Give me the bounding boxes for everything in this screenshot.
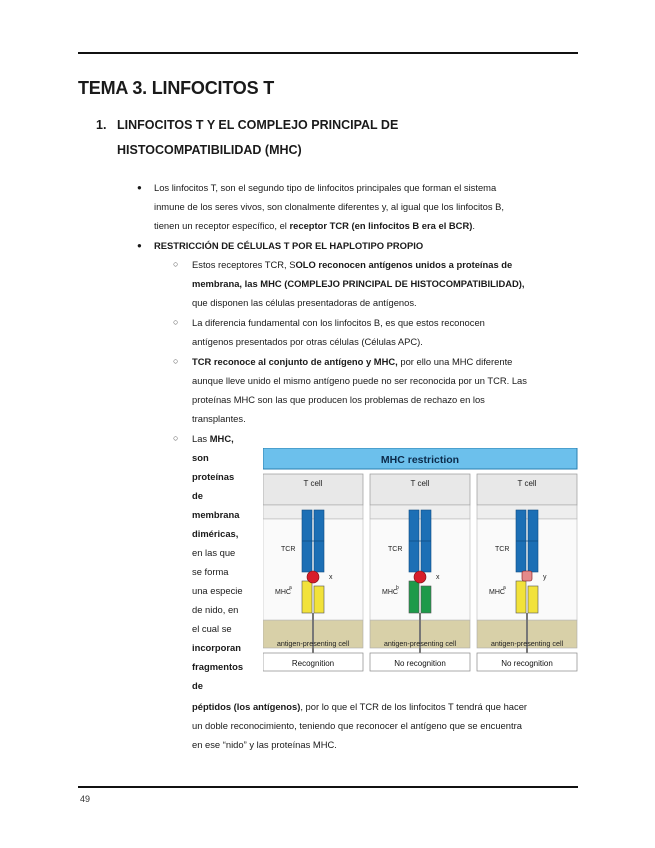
sub-1-line-1: Estos receptores TCR, SOLO reconocen antígenos unidos a proteínas de xyxy=(192,259,513,270)
mhc-alpha-chain xyxy=(409,581,419,613)
apc-label: antigen-presenting cell xyxy=(383,639,457,648)
sub-3-line-4: transplantes. xyxy=(192,413,246,424)
sub-bullet-icon: ○ xyxy=(173,317,179,327)
t-cell-membrane xyxy=(263,505,363,519)
mhc-label: MHC xyxy=(382,589,398,596)
bullet-1-line-3: tienen un receptor específico, el receptor TCR (en linfocitos B era el BCR). xyxy=(154,220,475,231)
sub-4-col-line: se forma xyxy=(192,566,229,577)
bullet-1-line-2: inmune de los seres vivos, son clonalmente diferentes y, al igual que los linfocitos B, xyxy=(154,201,505,212)
result-label: No recognition xyxy=(501,659,553,668)
tcr-label: TCR xyxy=(388,546,403,553)
mhc-label: MHC xyxy=(275,589,291,596)
section-heading xyxy=(96,113,476,163)
antigen-label: x xyxy=(329,574,333,581)
result-label: No recognition xyxy=(394,659,446,668)
tcr-label: TCR xyxy=(495,546,510,553)
sub-4-col-line: de xyxy=(192,680,203,691)
bottom-rule xyxy=(78,786,578,788)
sub-4-col-line: de nido, en xyxy=(192,604,239,615)
figure-title: MHC restriction xyxy=(380,454,460,466)
mhc-superscript: a xyxy=(289,585,292,591)
mhc-alpha-chain xyxy=(516,581,526,613)
page-number: 49 xyxy=(80,794,91,804)
top-rule xyxy=(78,52,578,54)
page-title: TEMA 3. LINFOCITOS T xyxy=(78,78,275,98)
sub-4-col-line: el cual se xyxy=(192,623,232,634)
mhc-beta-chain xyxy=(314,586,324,613)
sub-1-line-3: que disponen las células presentadoras de antígenos. xyxy=(192,297,417,308)
sub-4-col-line: son xyxy=(192,452,209,463)
apc-label: antigen-presenting cell xyxy=(490,639,564,648)
antigen-label: y xyxy=(543,574,547,581)
sub-4-col-line: membrana xyxy=(192,509,240,520)
sub-4-col-line: Las MHC, xyxy=(192,433,234,444)
t-cell-label: T cell xyxy=(517,479,537,488)
t-cell-label: T cell xyxy=(410,479,430,488)
apc-label: antigen-presenting cell xyxy=(276,639,350,648)
section-number: 1. xyxy=(96,118,107,132)
sub-4-col-line: proteínas xyxy=(192,471,235,482)
sub-4-full-line-1: péptidos (los antígenos), por lo que el TCR de los linfocitos T tendrá que hacer xyxy=(192,701,528,712)
synapse-area xyxy=(370,519,470,620)
t-cell-membrane xyxy=(370,505,470,519)
result-label: Recognition xyxy=(291,659,335,668)
synapse-area xyxy=(477,519,577,620)
sub-4-col-line: en las que xyxy=(192,547,236,558)
sub-4-col-line: una especie xyxy=(192,585,243,596)
sub-3-line-3: proteínas MHC son las que producen los problemas de rechazo en los xyxy=(192,394,485,405)
sub-4-col-line: incorporan xyxy=(192,642,241,653)
sub-4-full-line-2: un doble reconocimiento, teniendo que reconocer el antígeno que se encuentra xyxy=(192,720,522,731)
t-cell-membrane xyxy=(477,505,577,519)
mhc-label: MHC xyxy=(489,589,505,596)
antigen-peptide xyxy=(307,571,319,583)
sub-bullet-icon: ○ xyxy=(173,259,179,269)
sub-2-line-2: antígenos presentados por otras células (Células APC). xyxy=(192,336,423,347)
bullet-icon: ● xyxy=(137,183,142,192)
sub-4-full-line-3: en ese “nido” y las proteínas MHC. xyxy=(192,739,337,750)
bullet-2-heading: RESTRICCIÓN DE CÉLULAS T POR EL HAPLOTIPO PROPIO xyxy=(154,240,424,251)
mhc-alpha-chain xyxy=(302,581,312,613)
tcr-label: TCR xyxy=(281,546,296,553)
sub-1-line-2: membrana, las MHC (COMPLEJO PRINCIPAL DE HISTOCOMPATIBILIDAD), xyxy=(192,278,525,289)
mhc-restriction-figure xyxy=(263,448,579,676)
bullet-1-line-1: Los linfocitos T, son el segundo tipo de linfocitos principales que forman el sistema xyxy=(154,182,497,193)
sub-2-line-1: La diferencia fundamental con los linfocitos B, es que estos reconocen xyxy=(192,317,485,328)
mhc-superscript: b xyxy=(396,585,399,591)
sub-4-col-line: de xyxy=(192,490,203,501)
sub-4-col-line: diméricas, xyxy=(192,528,239,539)
mhc-beta-chain xyxy=(528,586,538,613)
t-cell-label: T cell xyxy=(303,479,323,488)
sub-4-col-line: fragmentos xyxy=(192,661,244,672)
synapse-area xyxy=(263,519,363,620)
mhc-beta-chain xyxy=(421,586,431,613)
antigen-label: x xyxy=(436,574,440,581)
antigen-peptide xyxy=(522,571,532,581)
sub-bullet-icon: ○ xyxy=(173,356,179,366)
sub-bullet-icon: ○ xyxy=(173,433,179,443)
antigen-peptide xyxy=(414,571,426,583)
mhc-superscript: a xyxy=(503,585,506,591)
sub-3-line-1: TCR reconoce al conjunto de antígeno y MHC, por ello una MHC diferente xyxy=(192,356,513,367)
section-title: LINFOCITOS T Y EL COMPLEJO PRINCIPAL DE HISTOCOMPATIBILIDAD (MHC) xyxy=(117,118,399,157)
sub-3-line-2: aunque lleve unido el mismo antígeno puede no ser reconocida por un TCR. Las xyxy=(192,375,527,386)
bullet-icon: ● xyxy=(137,241,142,250)
